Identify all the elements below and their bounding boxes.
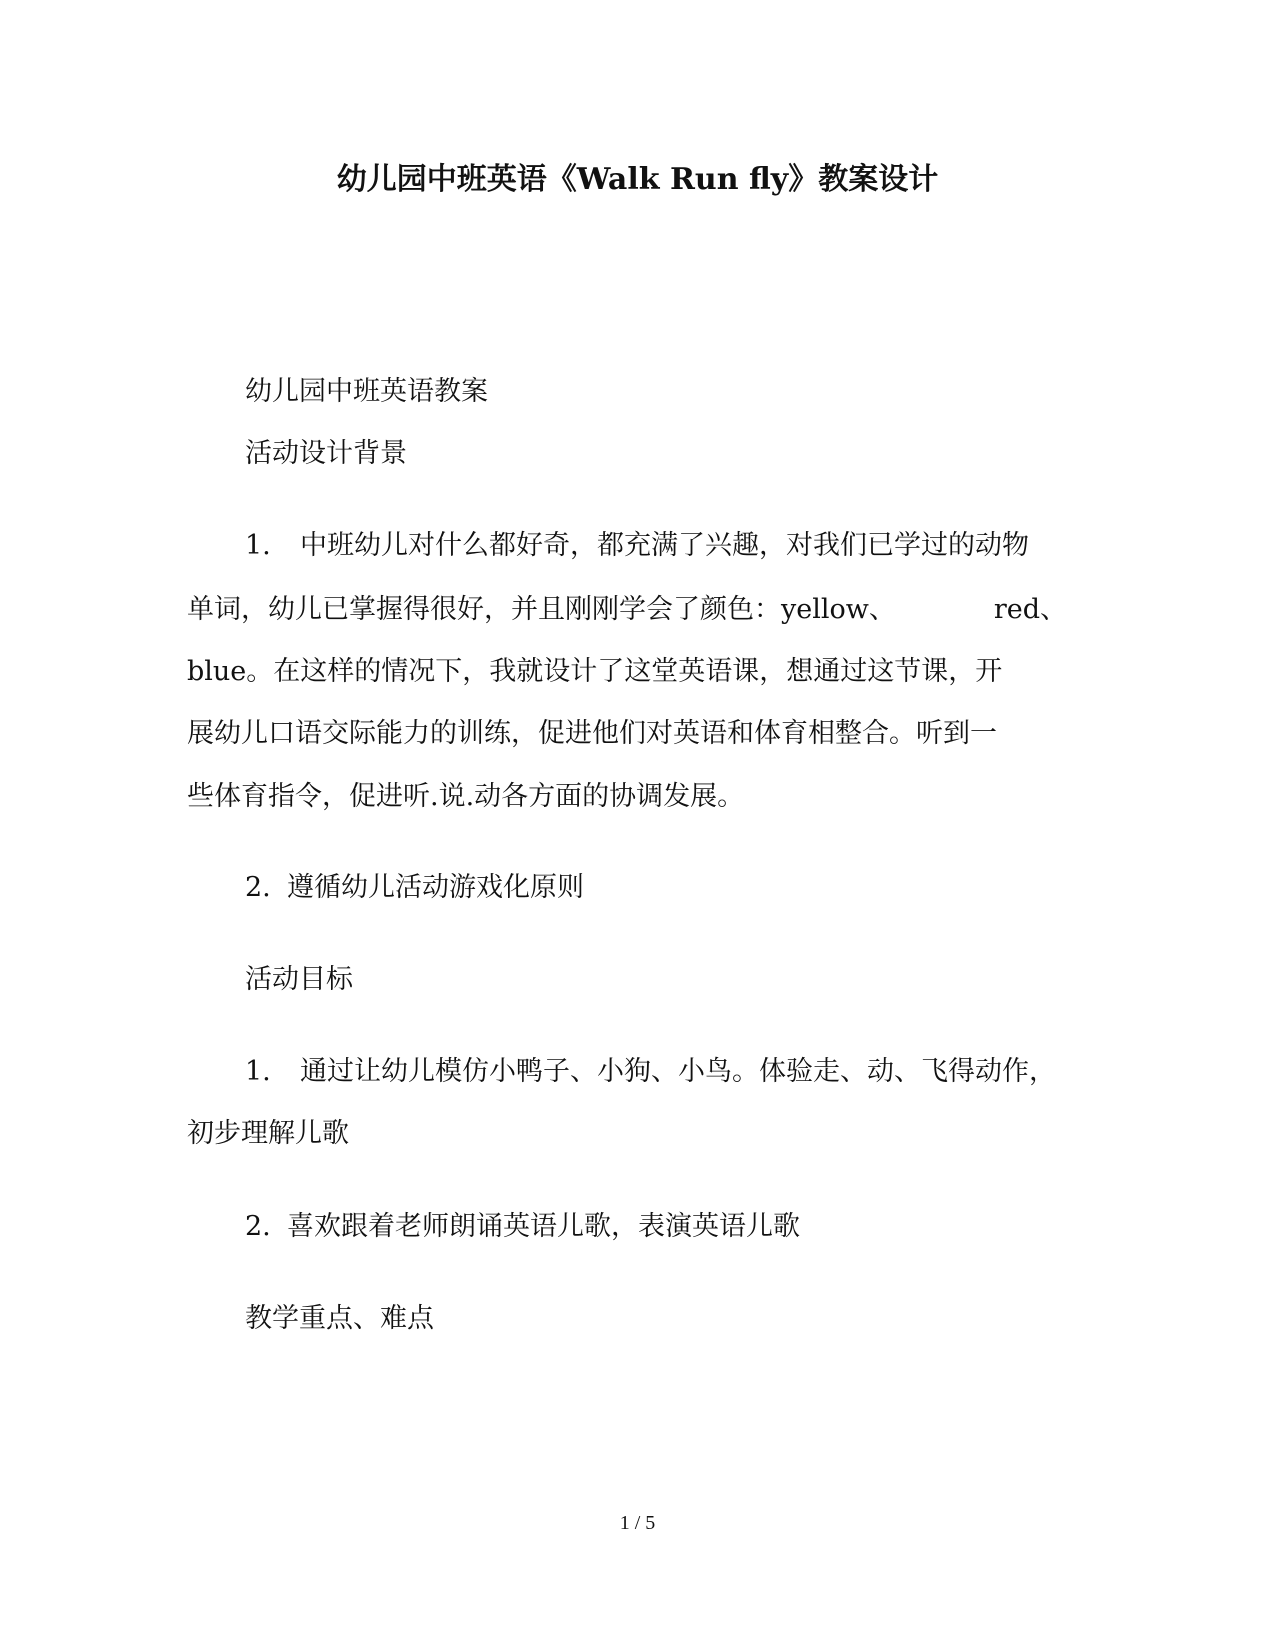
goal-1-line-1 [245,1054,1056,1090]
key-points-heading: 教学重点、难点 [245,1303,434,1334]
paragraph-text: 单词，幼儿已掌握得很好，并且刚刚学会了颜色：yellow、 [187,594,896,625]
paragraph-text: red、 [993,594,1067,625]
list-number: 1. [245,530,271,561]
background-heading: 活动设计背景 [245,438,407,469]
paragraph-text: 喜欢跟着老师朗诵英语儿歌，表演英语儿歌 [287,1211,800,1242]
background-item-1-line-1 [245,528,1029,564]
background-item-1-line-4: 展幼儿口语交际能力的训练，促进他们对英语和体育相整合。听到一 [187,718,997,749]
background-item-1-line-3: blue。在这样的情况下，我就设计了这堂英语课，想通过这节课，开 [187,656,1003,687]
document-title: 幼儿园中班英语《Walk Run fly》教案设计 [336,162,939,197]
paragraph-text: 通过让幼儿模仿小鸭子、小狗、小鸟。体验走、动、飞得动作， [300,1056,1056,1087]
background-item-2 [245,870,584,906]
background-item-1-line-2 [187,592,1067,628]
goal-2 [245,1209,800,1245]
paragraph-text: 中班幼儿对什么都好奇，都充满了兴趣，对我们已学过的动物 [300,530,1029,561]
goals-heading: 活动目标 [245,964,353,995]
page-indicator: 1 / 5 [619,1512,656,1534]
document-subtitle: 幼儿园中班英语教案 [245,376,488,407]
list-number: 1. [245,1056,271,1087]
paragraph-text: 遵循幼儿活动游戏化原则 [287,872,584,903]
list-number: 2. [245,1211,271,1242]
background-item-1-line-5: 些体育指令，促进听.说.动各方面的协调发展。 [187,781,745,812]
list-number: 2. [245,872,271,903]
goal-1-line-2: 初步理解儿歌 [187,1118,349,1149]
